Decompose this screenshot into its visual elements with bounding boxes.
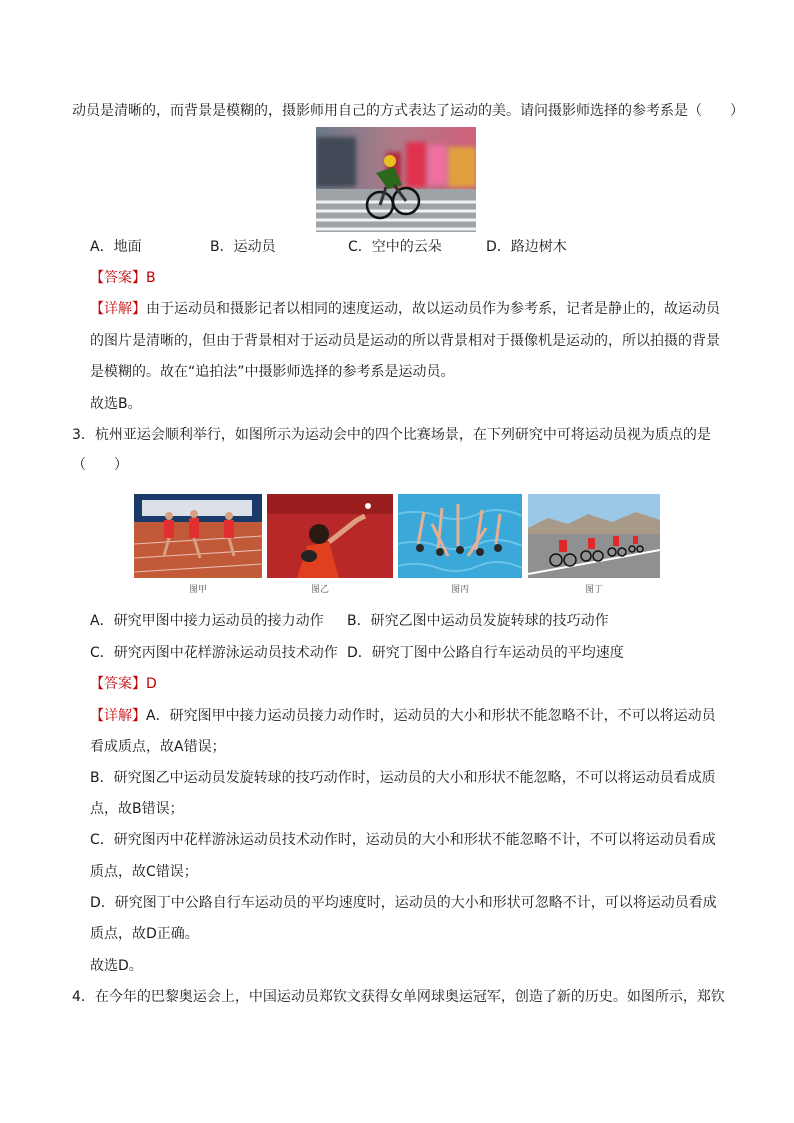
photo-synchro-swim (398, 494, 522, 578)
q3-detail-line-1: 【详解】A．研究图甲中接力运动员接力动作时，运动员的大小和形状不能忽略不计，不可以将运动员 (90, 708, 716, 724)
q3-detail-line-5: C．研究图丙中花样游泳运动员技术动作时，运动员的大小和形状不能忽略不计，不可以将运动员看成 (90, 832, 716, 848)
q3-detail-line-3: B．研究图乙中运动员发旋转球的技巧动作时，运动员的大小和形状不能忽略，不可以将运动员看成质 (90, 770, 716, 786)
q3-stem-line-2: （ ） (72, 457, 128, 473)
q3-detail-line-4: 点，故B错误； (90, 801, 184, 817)
q3-detail-line-8: 质点，故D正确。 (90, 926, 199, 942)
cyclist-photo (316, 127, 476, 232)
q2-option-b: B．运动员 (210, 239, 276, 255)
answer-value: B (146, 270, 156, 286)
photo-road-cycling (528, 494, 660, 578)
q3-detail-line-2: 看成质点，故A错误； (90, 739, 226, 755)
q2-answer-line (90, 268, 156, 288)
q2-detail-line-1: 【详解】由于运动员和摄影记者以相同的速度运动，故以运动员作为参考系，记者是静止的，故运动员 (90, 301, 720, 317)
q3-detail-line-6: 质点，故C错误； (90, 864, 198, 880)
photo-relay (134, 494, 262, 578)
q3-option-d: D．研究丁图中公路自行车运动员的平均速度 (347, 645, 624, 661)
detail-tag: 【详解】 (90, 708, 146, 724)
q2-detail-line-3: 是模糊的。故在“追拍法”中摄影师选择的参考系是运动员。 (90, 364, 455, 380)
q2-option-d: D．路边树木 (486, 239, 567, 255)
q2-detail-line-2: 的图片是清晰的，但由于背景相对于运动员是运动的所以背景相对于摄像机是运动的，所以拍摄的背景 (90, 333, 720, 349)
caption-bing: 图丙 (450, 585, 469, 595)
caption-jia: 图甲 (188, 585, 207, 595)
q2-conclusion: 故选B。 (90, 396, 142, 412)
q2-stem-tail: 动员是清晰的，而背景是模糊的，摄影师用自己的方式表达了运动的美。请问摄影师选择的参考系是（ ） (72, 103, 744, 119)
answer-value: D (146, 676, 157, 692)
detail-tag: 【详解】 (90, 301, 146, 317)
q3-option-b: B．研究乙图中运动员发旋转球的技巧动作 (347, 613, 609, 629)
caption-ding: 图丁 (584, 585, 603, 595)
q3-option-c: C．研究丙图中花样游泳运动员技术动作 (90, 645, 338, 661)
q3-option-a: A．研究甲图中接力运动员的接力动作 (90, 613, 324, 629)
q3-detail-line-7: D．研究图丁中公路自行车运动员的平均速度时，运动员的大小和形状可忽略不计，可以将运动员看成 (90, 895, 717, 911)
q3-answer-line (90, 674, 157, 694)
q2-option-c: C．空中的云朵 (348, 239, 442, 255)
q2-option-a: A．地面 (90, 239, 142, 255)
answer-tag: 【答案】 (90, 676, 146, 692)
answer-tag: 【答案】 (90, 270, 146, 286)
photo-pingpong (267, 494, 393, 578)
q4-stem: 4．在今年的巴黎奥运会上，中国运动员郑钦文获得女单网球奥运冠军，创造了新的历史。如图所示，郑钦 (72, 989, 725, 1005)
caption-yi: 图乙 (310, 585, 329, 595)
q3-stem-line-1: 3．杭州亚运会顺利举行，如图所示为运动会中的四个比赛场景，在下列研究中可将运动员视为质点的是 (72, 427, 711, 443)
q3-conclusion: 故选D。 (90, 958, 143, 974)
